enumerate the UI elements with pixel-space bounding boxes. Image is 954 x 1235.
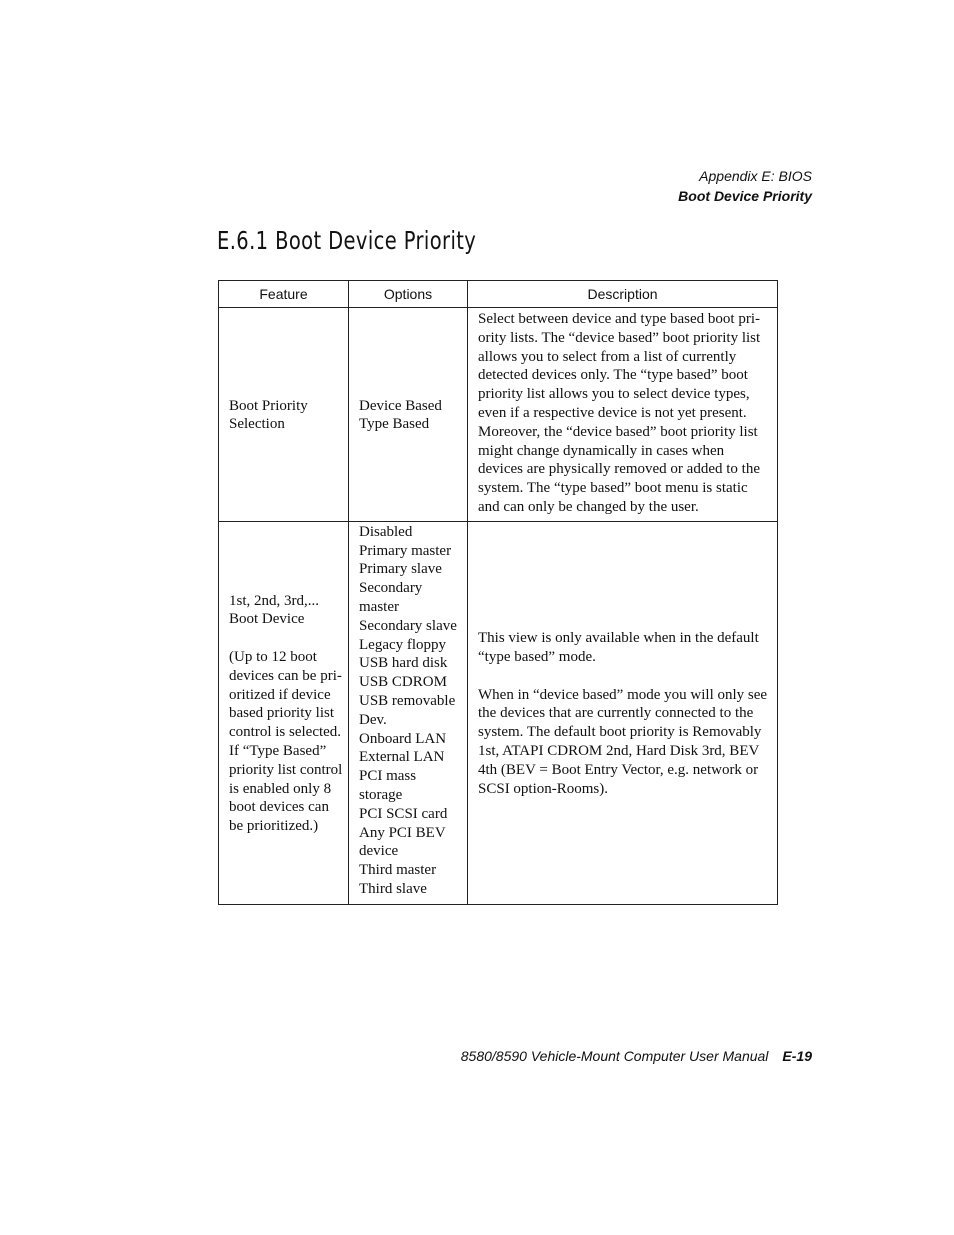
- text-line: oritized if device: [229, 686, 331, 703]
- text-line: PCI SCSI card: [359, 805, 448, 822]
- text-line: USB removable: [359, 692, 456, 709]
- text-line: Third master: [359, 862, 437, 879]
- text-line: is enabled only 8: [229, 780, 332, 797]
- description-note-lines: [478, 686, 773, 799]
- feature-lines: [229, 592, 344, 630]
- text-line: Onboard LAN: [359, 730, 447, 747]
- text-line: boot devices can: [229, 799, 329, 816]
- text-line: SCSI option-Rooms).: [478, 780, 609, 797]
- text-line: Boot Device: [229, 611, 305, 628]
- option-lines: [359, 523, 463, 899]
- text-line: 1st, 2nd, 3rd,...: [229, 592, 319, 609]
- text-line: USB CDROM: [359, 674, 447, 691]
- text-line: Disabled: [359, 523, 413, 540]
- text-line: control is selected.: [229, 724, 342, 741]
- text-line: based priority list: [229, 705, 334, 722]
- text-line: ority lists. The “device based” boot priority list: [478, 329, 761, 346]
- feature-note-lines: [229, 648, 344, 836]
- header-appendix: Appendix E: BIOS: [699, 168, 812, 184]
- text-line: External LAN: [359, 749, 445, 766]
- page-number: E-19: [782, 1048, 812, 1064]
- text-line: Type Based: [359, 416, 430, 433]
- section-title: E.6.1 Boot Device Priority: [217, 226, 477, 255]
- text-line: Moreover, the “device based” boot priority list: [478, 423, 758, 440]
- feature-cell: [219, 521, 349, 904]
- text-line: Primary slave: [359, 561, 442, 578]
- options-cell: [349, 308, 468, 522]
- text-line: devices can be pri-: [229, 667, 342, 684]
- description-cell: [468, 521, 778, 904]
- text-line: system. The default boot priority is Removably: [478, 724, 762, 741]
- text-line: device: [359, 843, 399, 860]
- feature-lines: [229, 397, 344, 435]
- text-line: priority list allows you to select device types,: [478, 386, 750, 403]
- boot-priority-table: [218, 280, 778, 905]
- text-line: PCI mass: [359, 768, 417, 785]
- text-line: storage: [359, 786, 403, 803]
- header-feature: Feature: [219, 281, 349, 308]
- page-footer: [461, 1048, 812, 1064]
- header-description: Description: [468, 281, 778, 308]
- text-line: “type based” mode.: [478, 648, 596, 665]
- table-row: [219, 308, 778, 522]
- text-line: devices are physically removed or added to the: [478, 461, 760, 478]
- text-line: When in “device based” mode you will only see: [478, 686, 768, 703]
- options-cell: [349, 521, 468, 904]
- manual-title: 8580/8590 Vehicle-Mount Computer User Manual: [460, 1048, 769, 1064]
- description-lines: [478, 310, 773, 517]
- text-line: even if a respective device is not yet present.: [478, 404, 747, 421]
- running-header: [678, 166, 812, 206]
- text-line: Secondary slave: [359, 617, 457, 634]
- text-line: Third slave: [359, 880, 427, 897]
- text-line: system. The “type based” boot menu is static: [478, 480, 748, 497]
- text-line: 4th (BEV = Boot Entry Vector, e.g. network or: [478, 761, 759, 778]
- feature-cell: [219, 308, 349, 522]
- text-line: allows you to select from a list of currently: [478, 348, 737, 365]
- text-line: Any PCI BEV: [359, 824, 446, 841]
- header-options: Options: [349, 281, 468, 308]
- text-line: Primary master: [359, 542, 452, 559]
- option-lines: [359, 397, 463, 435]
- description-lines: [478, 629, 773, 667]
- text-line: be prioritized.): [229, 818, 319, 835]
- text-line: Device Based: [359, 397, 442, 414]
- text-line: Secondary: [359, 580, 423, 597]
- text-line: Select between device and type based boot pri-: [478, 311, 760, 327]
- text-line: Dev.: [359, 711, 387, 728]
- text-line: Boot Priority: [229, 397, 308, 414]
- text-line: master: [359, 598, 399, 615]
- table-row: [219, 521, 778, 904]
- text-line: Selection: [229, 416, 285, 433]
- text-line: If “Type Based”: [229, 742, 327, 759]
- text-line: and can only be changed by the user.: [478, 498, 699, 515]
- description-cell: [468, 308, 778, 522]
- text-line: (Up to 12 boot: [229, 648, 317, 665]
- text-line: the devices that are currently connected to the: [478, 705, 754, 722]
- text-line: priority list control: [229, 761, 343, 778]
- text-line: This view is only available when in the default: [478, 630, 759, 647]
- text-line: USB hard disk: [359, 655, 448, 672]
- table-header-row: [219, 281, 778, 308]
- header-section: Boot Device Priority: [678, 188, 812, 204]
- text-line: Legacy floppy: [359, 636, 447, 653]
- text-line: might change dynamically in cases when: [478, 442, 725, 459]
- text-line: 1st, ATAPI CDROM 2nd, Hard Disk 3rd, BEV: [478, 742, 760, 759]
- text-line: detected devices only. The “type based” boot: [478, 367, 748, 384]
